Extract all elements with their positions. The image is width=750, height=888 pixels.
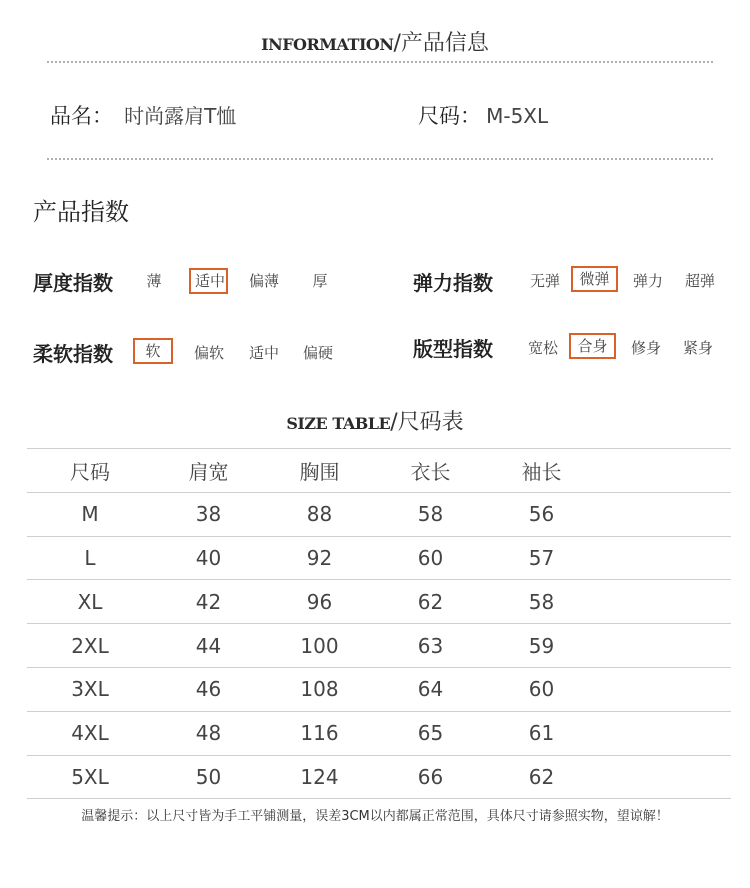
table-cell: M: [27, 492, 153, 536]
size-title-en: SIZE TABLE: [286, 414, 391, 433]
column-header: 胸围: [264, 449, 375, 493]
index-section-title: 产品指数: [33, 198, 129, 226]
table-cell: 3XL: [27, 667, 153, 711]
table-cell: 46: [153, 667, 264, 711]
divider: [47, 61, 713, 63]
table-row: [27, 580, 731, 624]
info-title-en: INFORMATION: [261, 35, 394, 54]
product-name-label: 品名：: [50, 104, 113, 128]
softness-option: 偏软: [193, 344, 224, 362]
elasticity-option-selected: 微弹: [571, 266, 618, 292]
table-row: [27, 667, 731, 711]
softness-label: 柔软指数: [33, 342, 113, 366]
table-cell: 60: [375, 536, 486, 580]
table-cell: 64: [375, 667, 486, 711]
table-cell: 63: [375, 624, 486, 668]
column-header: 袖长: [486, 449, 597, 493]
product-size-value: M-5XL: [486, 104, 549, 128]
product-size-label: 尺码：: [418, 104, 481, 128]
table-cell: 61: [486, 711, 597, 755]
column-spacer: [597, 536, 731, 580]
table-row: [27, 755, 731, 799]
size-title-sep: /: [390, 410, 398, 435]
softness-option: 偏硬: [302, 344, 333, 362]
elasticity-option: 超弹: [684, 272, 715, 290]
softness-option-selected: 软: [133, 338, 173, 364]
measurement-note: 温馨提示：以上尺寸皆为手工平铺测量，误差3CM以内都属正常范围，具体尺寸请参照实物，望谅解！: [81, 809, 669, 824]
size-section-title: [0, 405, 750, 436]
column-header: 尺码: [27, 449, 153, 493]
column-spacer: [597, 755, 731, 799]
info-title-sep: /: [393, 31, 401, 56]
fit-label: 版型指数: [413, 337, 493, 361]
table-cell: 2XL: [27, 624, 153, 668]
table-row: [27, 492, 731, 536]
product-name-row: [50, 100, 236, 130]
table-cell: 62: [375, 580, 486, 624]
table-cell: L: [27, 536, 153, 580]
product-size-row: [418, 100, 548, 130]
table-header-row: [27, 449, 731, 493]
product-name-value: 时尚露肩T恤: [124, 104, 237, 128]
table-cell: 4XL: [27, 711, 153, 755]
divider: [47, 158, 713, 160]
elasticity-option: 无弹: [529, 272, 560, 290]
fit-option: 宽松: [527, 339, 558, 357]
table-cell: 50: [153, 755, 264, 799]
table-row: [27, 624, 731, 668]
thickness-option: 薄: [146, 272, 162, 290]
fit-option: 紧身: [682, 339, 713, 357]
fit-option-selected: 合身: [569, 333, 616, 359]
table-cell: 65: [375, 711, 486, 755]
column-spacer: [597, 580, 731, 624]
table-cell: 66: [375, 755, 486, 799]
thickness-option: 偏薄: [248, 272, 279, 290]
table-cell: 48: [153, 711, 264, 755]
column-spacer: [597, 624, 731, 668]
column-spacer: [597, 711, 731, 755]
table-cell: 60: [486, 667, 597, 711]
table-cell: 44: [153, 624, 264, 668]
thickness-option-selected: 适中: [189, 268, 228, 294]
table-cell: 57: [486, 536, 597, 580]
table-cell: 116: [264, 711, 375, 755]
table-cell: 62: [486, 755, 597, 799]
table-cell: 40: [153, 536, 264, 580]
table-cell: 58: [486, 580, 597, 624]
info-title-zh: 产品信息: [400, 31, 489, 56]
table-cell: 124: [264, 755, 375, 799]
column-spacer: [597, 667, 731, 711]
table-cell: 59: [486, 624, 597, 668]
thickness-option: 厚: [312, 272, 328, 290]
column-header: 肩宽: [153, 449, 264, 493]
size-table: [27, 448, 731, 799]
table-cell: 100: [264, 624, 375, 668]
table-row: [27, 536, 731, 580]
table-cell: 96: [264, 580, 375, 624]
thickness-label: 厚度指数: [33, 271, 113, 295]
softness-option: 适中: [248, 344, 279, 362]
table-cell: 42: [153, 580, 264, 624]
table-cell: 58: [375, 492, 486, 536]
table-cell: XL: [27, 580, 153, 624]
table-cell: 38: [153, 492, 264, 536]
table-cell: 56: [486, 492, 597, 536]
column-header: 衣长: [375, 449, 486, 493]
table-cell: 5XL: [27, 755, 153, 799]
column-spacer: [597, 449, 731, 493]
elasticity-label: 弹力指数: [413, 271, 493, 295]
size-title-zh: 尺码表: [397, 410, 464, 435]
table-row: [27, 711, 731, 755]
table-cell: 108: [264, 667, 375, 711]
column-spacer: [597, 492, 731, 536]
elasticity-option: 弹力: [632, 272, 663, 290]
table-cell: 88: [264, 492, 375, 536]
fit-option: 修身: [630, 339, 661, 357]
info-section-title: [0, 26, 750, 57]
table-cell: 92: [264, 536, 375, 580]
